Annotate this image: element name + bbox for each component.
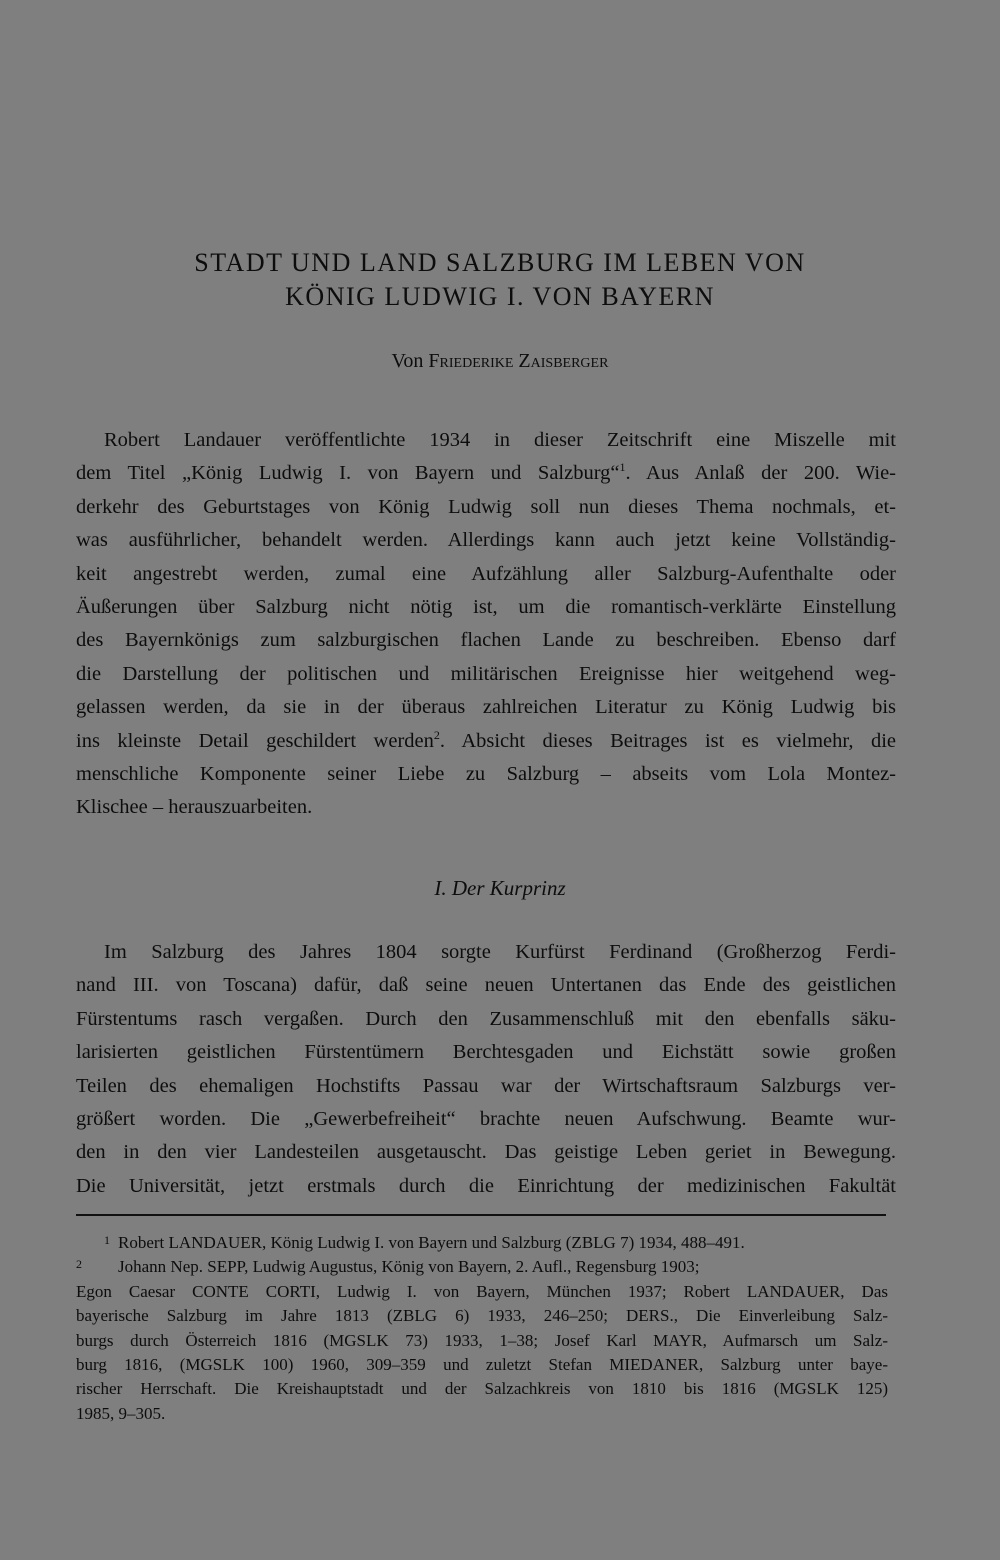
text-line: den in den vier Landesteilen ausgetauscht. Das geistige Leben geriet in Bewegung. xyxy=(76,1141,896,1164)
author-name: Friederike Zaisberger xyxy=(428,350,609,372)
paragraph-intro xyxy=(76,424,896,825)
text-line: larisierten geistlichen Fürstentümern Berchtesgaden und Eichstätt sowie großen xyxy=(76,1041,896,1064)
text-line: des Bayernkönigs zum salzburgischen flachen Lande zu beschreiben. Ebenso darf xyxy=(76,629,896,652)
text-line: Im Salzburg des Jahres 1804 sorgte Kurfürst Ferdinand (Großherzog Ferdi- xyxy=(104,941,896,963)
text-line: was ausführlicher, behandelt werden. Allerdings kann auch jetzt keine Vollständig- xyxy=(76,529,896,552)
section-heading: I. Der Kurprinz xyxy=(434,876,566,900)
footnote-text: Robert LANDAUER, König Ludwig I. von Bayern und Salzburg (ZBLG 7) 1934, 488–491. xyxy=(118,1233,745,1252)
footnote-divider xyxy=(76,1214,886,1216)
footnote-line: 1985, 9–305. xyxy=(76,1403,166,1423)
footnote-2 xyxy=(76,1255,888,1426)
author-line xyxy=(0,348,1000,374)
footnote-line: rischer Herrschaft. Die Kreishauptstadt und der Salzachkreis von 1810 bis 1816 (MGSLK 125) xyxy=(76,1379,888,1399)
footnote-number: 2 xyxy=(76,1257,82,1272)
text-line: größert worden. Die „Gewerbefreiheit“ brachte neuen Aufschwung. Beamte wur- xyxy=(76,1108,896,1131)
title-line-1: STADT UND LAND SALZBURG IM LEBEN VON xyxy=(194,248,806,277)
title-line-2: KÖNIG LUDWIG I. VON BAYERN xyxy=(285,282,715,311)
footnote-1 xyxy=(76,1231,888,1255)
paragraph-kurprinz xyxy=(76,936,896,1203)
text-line: Teilen des ehemaligen Hochstifts Passau war der Wirtschaftsraum Salzburgs ver- xyxy=(76,1074,896,1097)
text-line: gelassen werden, da sie in der überaus zahlreichen Literatur zu König Ludwig bis xyxy=(76,696,896,719)
text-line: menschliche Komponente seiner Liebe zu Salzburg – abseits vom Lola Montez- xyxy=(76,763,896,786)
text-line: Fürstentums rasch vergaßen. Durch den Zusammenschluß mit den ebenfalls säku- xyxy=(76,1007,896,1030)
text-line: Äußerungen über Salzburg nicht nötig ist, um die romantisch-verklärte Einstellung xyxy=(76,596,896,619)
footnote-ref[interactable]: 2 xyxy=(433,727,440,742)
text-line: keit angestrebt werden, zumal eine Aufzählung aller Salzburg-Aufenthalte oder xyxy=(76,562,896,585)
footnote-line: bayerische Salzburg im Jahre 1813 (ZBLG 6) 1933, 246–250; DERS., Die Einverleibung Salz- xyxy=(76,1306,888,1326)
text-line: nand III. von Toscana) dafür, daß seine neuen Untertanen das Ende des geistlichen xyxy=(76,974,896,997)
text-line: Robert Landauer veröffentlichte 1934 in dieser Zeitschrift eine Miszelle mit xyxy=(104,429,896,451)
text-line: Klischee – herauszuarbeiten. xyxy=(76,796,313,819)
text-line: derkehr des Geburtstages von König Ludwig soll nun dieses Thema nochmals, et- xyxy=(76,495,896,518)
footnotes xyxy=(76,1231,888,1426)
text-line: die Darstellung der politischen und militärischen Ereignisse hier weitgehend weg- xyxy=(76,662,896,685)
text-line: ins kleinste Detail geschildert werden$^2$. Absicht dieses Beitrages ist es vielmehr, die xyxy=(76,727,897,752)
article-title xyxy=(0,246,1000,314)
footnote-ref[interactable]: 1 xyxy=(619,460,626,475)
text-line: dem Titel „König Ludwig I. von Bayern und Salzburg“$^1$. Aus Anlaß der 200. Wie- xyxy=(76,460,897,485)
footnote-line: 2 Johann Nep. SEPP, Ludwig Augustus, König von Bayern, 2. Aufl., Regensburg 1903; xyxy=(76,1257,700,1277)
footnote-line: Egon Caesar CONTE CORTI, Ludwig I. von Bayern, München 1937; Robert LANDAUER, Das xyxy=(76,1281,888,1301)
footnote-line: burg 1816, (MGSLK 100) 1960, 309–359 und zuletzt Stefan MIEDANER, Salzburg unter baye- xyxy=(76,1355,888,1375)
footnote-line: burgs durch Österreich 1816 (MGSLK 73) 1933, 1–38; Josef Karl MAYR, Aufmarsch um Salz- xyxy=(76,1330,888,1350)
footnote-number: 1 xyxy=(104,1233,110,1247)
text-line: Die Universität, jetzt erstmals durch die Einrichtung der medizinischen Fakultät xyxy=(76,1174,896,1197)
author-prefix: Von xyxy=(391,350,424,372)
